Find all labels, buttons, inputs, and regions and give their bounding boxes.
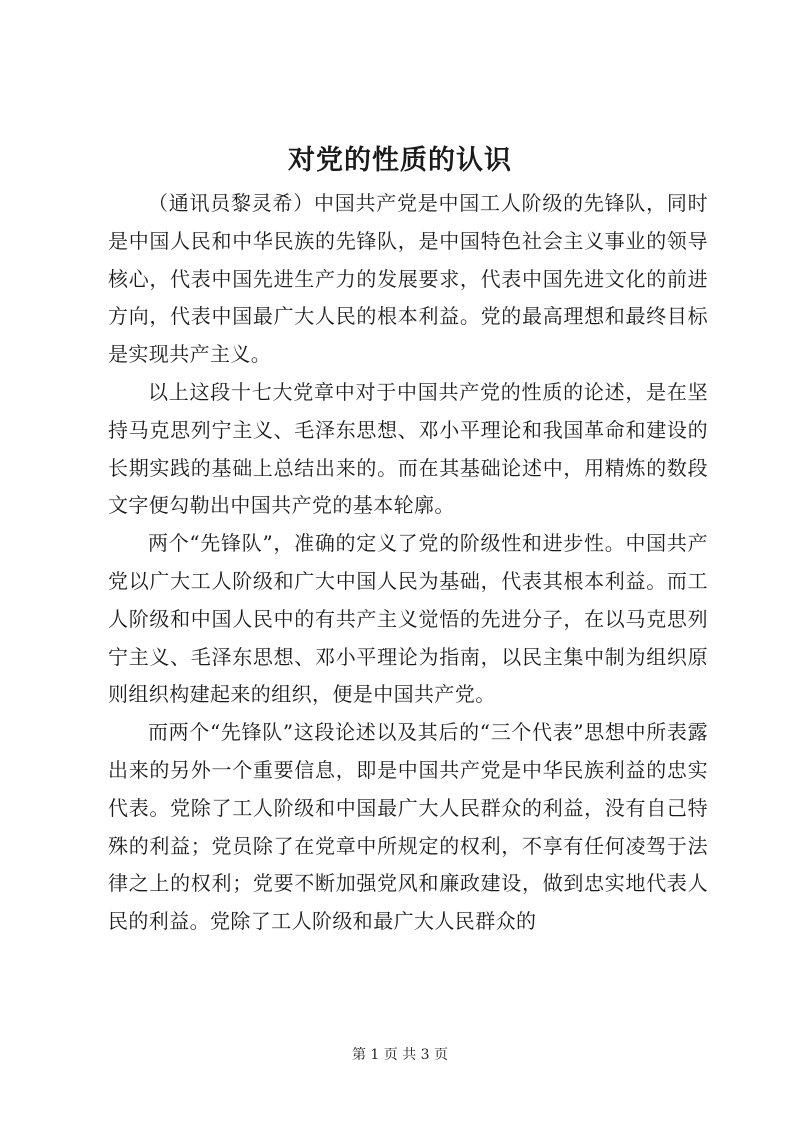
document-title: 对党的性质的认识 [288, 145, 512, 176]
paragraph-4: 而两个“先锋队”这段论述以及其后的“三个代表”思想中所表露出来的另外一个重要信息，即是中国共产党是中华民族利益的忠实代表。党除了工人阶级和中国最广大人民群众的利益，没有自己特殊的利益；党员除了在党章中所规定的权利，不享有任何凌驾于法律之上的权利；党要不断加强党风和廉政建设，做到忠实地代表人民的利益。党除了工人阶级和最广大人民群众的 [108, 720, 708, 934]
paragraph-1: （通讯员黎灵希）中国共产党是中国工人阶级的先锋队，同时是中国人民和中华民族的先锋队，是中国特色社会主义事业的领导核心，代表中国先进生产力的发展要求，代表中国先进文化的前进方向，代表中国最广大人民的根本利益。党的最高理想和最终目标是实现共产主义。 [108, 191, 708, 367]
document-body [108, 185, 708, 941]
paragraph-2: 以上这段十七大党章中对于中国共产党的性质的论述，是在坚持马克思列宁主义、毛泽东思想、邓小平理论和我国革命和建设的长期实践的基础上总结出来的。而在其基础论述中，用精炼的数段文字便勾勒出中国共产党的基本轮廓。 [108, 379, 708, 518]
page-number-footer: 第 1 页 共 3 页 [351, 1047, 449, 1063]
paragraph-3: 两个“先锋队”，准确的定义了党的阶级性和进步性。中国共产党以广大工人阶级和广大中国人民为基础，代表其根本利益。而工人阶级和中国人民中的有共产主义觉悟的先进分子，在以马克思列宁主义、毛泽东思想、邓小平理论为指南，以民主集中制为组织原则组织构建起来的组织，便是中国共产党。 [108, 531, 708, 707]
